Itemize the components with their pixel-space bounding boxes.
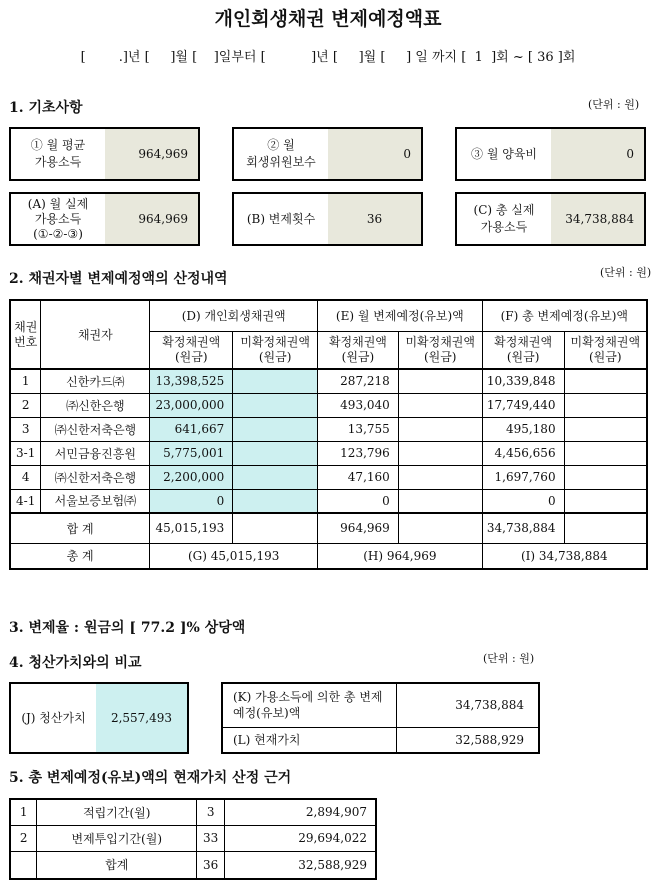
row-creditor: ㈜신한은행 xyxy=(41,393,150,417)
present-value-basis-table xyxy=(9,798,377,880)
table-row xyxy=(10,851,376,879)
row-d-confirmed: 641,667 xyxy=(150,417,233,441)
total-income-label: (C) 총 실제 가용소득 xyxy=(473,203,535,234)
basis-label: 변제투입기간(월) xyxy=(37,825,197,851)
basis-no: 2 xyxy=(10,825,37,851)
row-d-confirmed: 0 xyxy=(150,489,233,513)
basis-value: 2,894,907 xyxy=(225,799,376,825)
basis-no: 1 xyxy=(10,799,37,825)
total-repayment-label: (K) 가용소득에 의한 총 변제 예정(유보)액 xyxy=(222,683,397,727)
table-row xyxy=(10,441,647,465)
liquidation-value-box xyxy=(9,682,189,754)
row-d-unconfirmed xyxy=(233,489,318,513)
row-d-unconfirmed xyxy=(233,417,318,441)
trustee-fee-label: ② 월 회생위원보수 xyxy=(246,138,316,169)
row-creditor: 서울보증보험㈜ xyxy=(41,489,150,513)
col-header-f-confirmed: 확정채권액 (원금) xyxy=(482,331,564,369)
col-header-e: (E) 월 변제예정(유보)액 xyxy=(318,300,483,331)
row-e-unconfirmed xyxy=(398,417,482,441)
monthly-avg-income-box xyxy=(9,127,200,181)
child-support-box xyxy=(455,127,646,181)
section1-unit: (단위 : 원) xyxy=(588,98,640,111)
total-label: 총 계 xyxy=(10,543,150,569)
row-d-unconfirmed xyxy=(233,441,318,465)
total-g: (G) 45,015,193 xyxy=(150,543,318,569)
subtotal-label: 합 계 xyxy=(10,513,150,543)
row-creditor: ㈜신한저축은행 xyxy=(41,465,150,489)
table-row xyxy=(10,369,647,393)
row-no: 1 xyxy=(10,369,41,393)
row-f-confirmed: 1,697,760 xyxy=(482,465,564,489)
row-f-unconfirmed xyxy=(564,489,647,513)
subtotal-f-unconfirmed xyxy=(564,513,647,543)
row-e-confirmed: 0 xyxy=(318,489,399,513)
row-no: 4 xyxy=(10,465,41,489)
row-f-unconfirmed xyxy=(564,441,647,465)
total-h: (H) 964,969 xyxy=(318,543,483,569)
row-e-unconfirmed xyxy=(398,489,482,513)
basis-months: 3 xyxy=(197,799,225,825)
liquidation-value: 2,557,493 xyxy=(96,684,187,752)
page-title: 개인회생채권 변제예정액표 xyxy=(214,8,442,30)
row-f-confirmed: 4,456,656 xyxy=(482,441,564,465)
row-e-confirmed: 493,040 xyxy=(318,393,399,417)
total-income-value: 34,738,884 xyxy=(551,194,644,244)
row-e-unconfirmed xyxy=(398,369,482,393)
total-repayment-value: 34,738,884 xyxy=(397,683,539,727)
subtotal-f: 34,738,884 xyxy=(482,513,564,543)
section4-unit: (단위 : 원) xyxy=(483,652,535,665)
col-header-d-unconfirmed: 미확정채권액 (원금) xyxy=(233,331,318,369)
row-f-confirmed: 17,749,440 xyxy=(482,393,564,417)
row-e-confirmed: 287,218 xyxy=(318,369,399,393)
row-f-confirmed: 0 xyxy=(482,489,564,513)
row-e-confirmed: 123,796 xyxy=(318,441,399,465)
section5-heading: 5. 총 변제예정(유보)액의 현재가치 산정 근거 xyxy=(9,770,292,786)
row-f-unconfirmed xyxy=(564,393,647,417)
section1-heading: 1. 기초사항 xyxy=(9,100,83,116)
basis-value: 29,694,022 xyxy=(225,825,376,851)
row-e-unconfirmed xyxy=(398,465,482,489)
comparison-table xyxy=(221,682,540,754)
basis-no xyxy=(10,851,37,879)
trustee-fee-value: 0 xyxy=(328,129,421,179)
subtotal-e: 964,969 xyxy=(318,513,399,543)
child-support-value: 0 xyxy=(551,129,644,179)
period-line: [ .]년 [ ]월 [ ]일부터 [ ]년 [ ]월 [ ] 일 까지 [ 1 ]회 ~ [ 36 ]회 xyxy=(80,50,576,65)
basis-value: 32,588,929 xyxy=(225,851,376,879)
creditor-table xyxy=(9,299,648,570)
row-f-confirmed: 10,339,848 xyxy=(482,369,564,393)
row-f-unconfirmed xyxy=(564,417,647,441)
row-no: 4-1 xyxy=(10,489,41,513)
section2-heading: 2. 채권자별 변제예정액의 산정내역 xyxy=(9,271,228,287)
row-no: 3-1 xyxy=(10,441,41,465)
table-row xyxy=(10,489,647,513)
row-d-confirmed: 13,398,525 xyxy=(150,369,233,393)
subtotal-d: 45,015,193 xyxy=(150,513,233,543)
basis-months: 36 xyxy=(197,851,225,879)
row-f-confirmed: 495,180 xyxy=(482,417,564,441)
row-creditor: 서민금융진흥원 xyxy=(41,441,150,465)
trustee-fee-box xyxy=(232,127,423,181)
row-no: 3 xyxy=(10,417,41,441)
row-d-confirmed: 2,200,000 xyxy=(150,465,233,489)
actual-income-value: 964,969 xyxy=(105,194,198,244)
row-e-confirmed: 13,755 xyxy=(318,417,399,441)
row-f-unconfirmed xyxy=(564,465,647,489)
row-e-unconfirmed xyxy=(398,441,482,465)
col-header-e-unconfirmed: 미확정채권액 (원금) xyxy=(398,331,482,369)
actual-income-box xyxy=(9,192,200,246)
child-support-label: ③ 월 양육비 xyxy=(471,146,537,161)
table-row xyxy=(10,465,647,489)
row-no: 2 xyxy=(10,393,41,417)
total-row xyxy=(10,543,647,569)
repayment-count-box xyxy=(232,192,423,246)
col-header-no: 채권 번호 xyxy=(10,300,41,369)
row-d-unconfirmed xyxy=(233,465,318,489)
row-d-confirmed: 23,000,000 xyxy=(150,393,233,417)
monthly-avg-income-value: 964,969 xyxy=(105,129,198,179)
row-f-unconfirmed xyxy=(564,369,647,393)
table-row xyxy=(10,799,376,825)
subtotal-d-unconfirmed xyxy=(233,513,318,543)
row-d-confirmed: 5,775,001 xyxy=(150,441,233,465)
section3-heading: 3. 변제율 : 원금의 [ 77.2 ]% 상당액 xyxy=(9,620,246,636)
row-e-unconfirmed xyxy=(398,393,482,417)
table-row xyxy=(10,393,647,417)
row-creditor: ㈜신한저축은행 xyxy=(41,417,150,441)
actual-income-label: (A) 월 실제 가용소득 (①-②-③) xyxy=(27,196,89,241)
present-value-label: (L) 현재가치 xyxy=(222,727,397,753)
repayment-count-value: 36 xyxy=(328,194,421,244)
total-income-box xyxy=(455,192,646,246)
basis-label: 합계 xyxy=(37,851,197,879)
total-i: (I) 34,738,884 xyxy=(482,543,647,569)
col-header-d-confirmed: 확정채권액 (원금) xyxy=(150,331,233,369)
repayment-count-label: (B) 변제횟수 xyxy=(246,211,316,226)
row-e-confirmed: 47,160 xyxy=(318,465,399,489)
table-row xyxy=(10,825,376,851)
basis-months: 33 xyxy=(197,825,225,851)
col-header-e-confirmed: 확정채권액 (원금) xyxy=(318,331,399,369)
subtotal-e-unconfirmed xyxy=(398,513,482,543)
row-d-unconfirmed xyxy=(233,393,318,417)
table-row xyxy=(10,417,647,441)
col-header-f: (F) 총 변제예정(유보)액 xyxy=(482,300,647,331)
monthly-avg-income-label: ① 월 평균 가용소득 xyxy=(30,138,86,169)
subtotal-row xyxy=(10,513,647,543)
section2-unit: (단위 : 원) xyxy=(600,266,652,279)
present-value-value: 32,588,929 xyxy=(397,727,539,753)
section4-heading: 4. 청산가치와의 비교 xyxy=(9,655,142,671)
basis-label: 적립기간(월) xyxy=(37,799,197,825)
col-header-f-unconfirmed: 미확정채권액 (원금) xyxy=(564,331,647,369)
liquidation-value-label: (J) 청산가치 xyxy=(21,710,86,725)
row-d-unconfirmed xyxy=(233,369,318,393)
col-header-d: (D) 개인회생채권액 xyxy=(150,300,318,331)
col-header-creditor: 채권자 xyxy=(41,300,150,369)
row-creditor: 신한카드㈜ xyxy=(41,369,150,393)
